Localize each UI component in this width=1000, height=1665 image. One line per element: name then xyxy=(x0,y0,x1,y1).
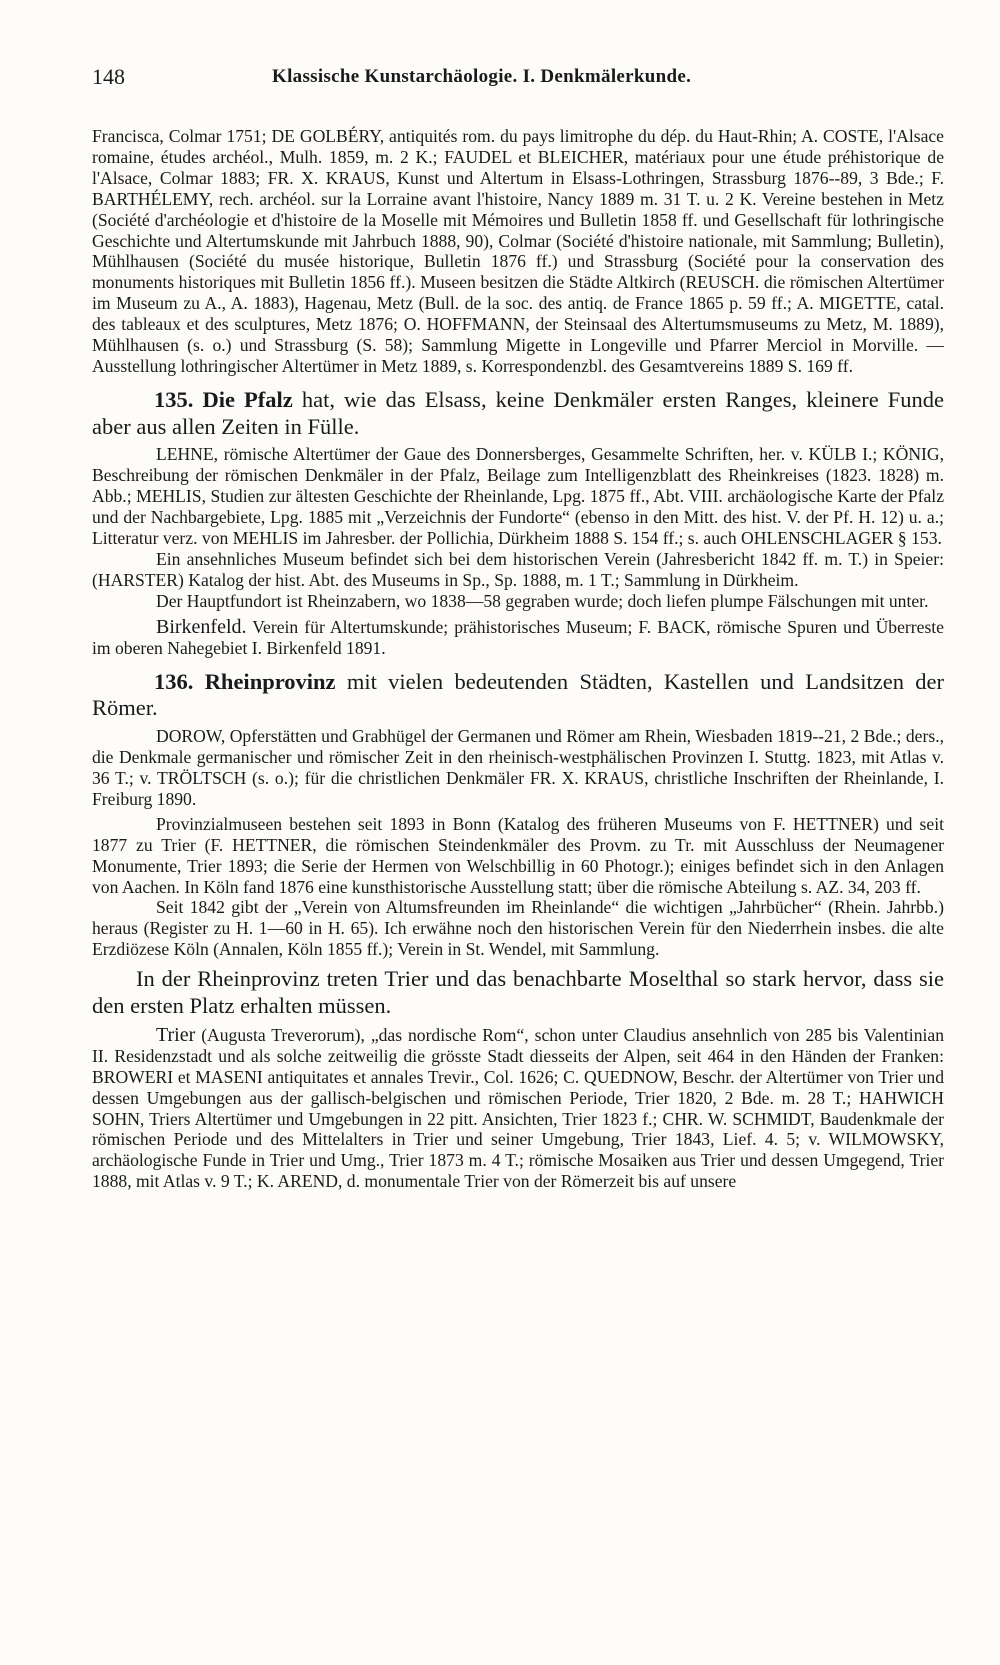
birkenfeld-paragraph xyxy=(92,616,944,659)
trier-bibliography-paragraph xyxy=(92,1024,944,1192)
birkenfeld-text: Verein für Altertumskunde; prähistorisches Museum; F. BACK, römische Spuren und Überreste im oberen Nahegebiet I. Birkenfeld 1891. xyxy=(92,616,944,658)
page-header xyxy=(92,64,932,94)
page-body xyxy=(92,126,944,1192)
section-135-heading xyxy=(92,387,944,441)
section-text: hat, wie das Elsass, keine Denkmäler ersten Ranges, kleinere Funde aber aus allen Zeiten in Fülle. xyxy=(92,386,945,439)
running-title: Klassische Kunstarchäologie. I. Denkmälerkunde. xyxy=(272,66,692,87)
section-lead: Die Pfalz xyxy=(202,386,293,412)
trier-intro-text: In der Rheinprovinz treten Trier und das benachbarte Moselthal so stark hervor, dass sie den ersten Platz erhalten müssen. xyxy=(92,966,944,1018)
section-number: 135. xyxy=(154,386,194,412)
alsace-bibliography-paragraph: Francisca, Colmar 1751; DE GOLBÉRY, antiquités rom. du pays limitrophe du dép. du Haut-Rhin; A. COSTE, l'Alsace romaine, études archéol., Mulh. 1859, m. 2 K.; FAUDEL et BLEICHER, matériaux pour une étude préhistorique de l'Alsace, Colmar 1883; FR. X. KRAUS, Kunst und Altertum in Elsass-Lothringen, Strassburg 1876--89, 3 Bde.; F. BARTHÉLEMY, rech. archéol. sur la Lorraine avant l'histoire, Nancy 1889 m. 31 T. u. 2 K. Vereine bestehen in Metz (Société d'archéologie et d'histoire de la Moselle mit Mémoires und Bulletin 1858 ff. und Gesellschaft für lothringische Geschichte und Altertumskunde mit Jahrbuch 1888, 90), Colmar (Société d'histoire nationale, mit Sammlung; Bulletin), Mühlhausen (Société du musée historique, Bulletin 1876 ff.) und Strassburg (Société pour la conservation des monuments historiques mit Bulletin 1856 ff.). Museen besitzen die Städte Altkirch (REUSCH. die römischen Altertümer im Museum zu A., A. 1883), Hagenau, Metz (Bull. de la soc. des antiq. de France 1865 p. 59 ff.; A. MIGETTE, catal. des tableaux et des sculptures, Metz 1876; O. HOFFMANN, der Steinsaal des Altertumsmuseums zu Metz, M. 1889), Mühlhausen (s. o.) und Strassburg (S. 58); Sammlung Migette in Longeville und Pfarrer Merciol in Morville. — Ausstellung lothringischer Altertümer in Metz 1889, s. Korrespondenzbl. des Gesamtvereins 1889 S. 169 ff. xyxy=(92,126,944,376)
trier-lead: Trier xyxy=(156,1023,196,1046)
provinzialmuseen-paragraph: Provinzialmuseen bestehen seit 1893 in Bonn (Katalog des früheren Museums von F. HETTNER) und seit 1877 zu Trier (F. HETTNER, die römischen Steindenkmäler des Provm. zu Tr. mit Ausschluss der Neumagener Monumente, Trier 1893; die Serie der Hermen von Welschbillig in 60 Photogr.); einiges befindet sich in den Anlagen von Aachen. In Köln fand 1876 eine kunsthistorische Ausstellung statt; über die römische Abteilung s. AZ. 34, 203 ff. xyxy=(92,813,944,897)
section-lead: Rheinprovinz xyxy=(204,668,336,694)
jahrbuecher-paragraph: Seit 1842 gibt der „Verein von Altumsfreunden im Rheinlande“ die wichtigen „Jahrbücher“ (Rhein. Jahrbb.) heraus (Register zu H. 1—60 in H. 65). Ich erwähne noch den historischen Verein für den Niederrhein insbes. die alte Erzdiözese Köln (Annalen, Köln 1855 ff.); Verein in St. Wendel, mit Sammlung. xyxy=(92,897,944,960)
speier-museum-paragraph: Ein ansehnliches Museum befindet sich bei dem historischen Verein (Jahresbericht 1842 ff. m. T.) in Speier: (HARSTER) Katalog der hist. Abt. des Museums in Sp., Sp. 1888, m. 1 T.; Sammlung in Dürkheim. xyxy=(92,549,944,590)
section-text: mit vielen bedeutenden Städten, Kastellen und Landsitzen der Römer. xyxy=(92,668,944,721)
trier-intro-paragraph xyxy=(92,966,944,1020)
section-number: 136. xyxy=(154,668,194,694)
rheinzabern-paragraph: Der Hauptfundort ist Rheinzabern, wo 1838—58 gegraben wurde; doch liefen plumpe Fälschungen mit unter. xyxy=(156,590,929,611)
birkenfeld-lead: Birkenfeld. xyxy=(156,615,247,638)
section-136-heading xyxy=(92,669,944,723)
trier-text: (Augusta Treverorum), „das nordische Rom“, schon unter Claudius ansehnlich von 285 bis Valentinian II. Residenzstadt und als solche zeitweilig die grösste Stadt diesseits der Alpen, seit 464 in den Händen der Franken: BROWERI et MASENI antiquitates et annales Trevir., Col. 1626; C. QUEDNOW, Beschr. der Altertümer von Trier und dessen Umgebungen aus der gallisch-belgischen und römischen Periode, Trier 1820, 2 Bde. m. 28 T.; HAHWICH SOHN, Triers Altertümer und Umgebungen in 22 pitt. Ansichten, Trier 1823 f.; CHR. W. SCHMIDT, Baudenkmale der römischen Periode und des Mittelalters in Trier und seiner Umgebung, Trier 1843, Lief. 4. 5; v. WILMOWSKY, archäologische Funde in Trier und Umg., Trier 1873 m. 4 T.; römische Mosaiken aus Trier und dessen Umgegend, Trier 1888, mit Atlas v. 9 T.; K. AREND, d. monumentale Trier von der Römerzeit bis auf unsere xyxy=(92,1024,944,1192)
rheinprovinz-bibliography-paragraph: DOROW, Opferstätten und Grabhügel der Germanen und Römer am Rhein, Wiesbaden 1819--21, 2 Bde.; ders., die Denkmale germanischer und römischer Zeit in den rheinisch-westphälischen Provinzen I. Stuttg. 1823, mit Atlas v. 36 T.; v. TRÖLTSCH (s. o.); für die christlichen Denkmäler FR. X. KRAUS, christliche Inschriften der Rheinlande, I. Freiburg 1890. xyxy=(92,726,944,809)
pfalz-bibliography-paragraph: LEHNE, römische Altertümer der Gaue des Donnersberges, Gesammelte Schriften, her. v. KÜLB I.; KÖNIG, Beschreibung der römischen Denkmäler in der Pfalz, Beilage zum Intelligenzblatt des Rheinkreises (1823. 1828) m. Abb.; MEHLIS, Studien zur ältesten Geschichte der Rheinlande, Lpg. 1875 ff., Abt. VIII. archäologische Karte der Pfalz und der Nachbargebiete, Lpg. 1885 mit „Verzeichnis der Fundorte“ (ebenso in den Mitt. des hist. V. der Pf. H. 12) u. a.; Litteratur verz. von MEHLIS im Jahresber. der Pollichia, Dürkheim 1888 S. 154 ff.; s. auch OHLENSCHLAGER § 153. xyxy=(92,444,944,549)
page-number: 148 xyxy=(92,64,125,89)
